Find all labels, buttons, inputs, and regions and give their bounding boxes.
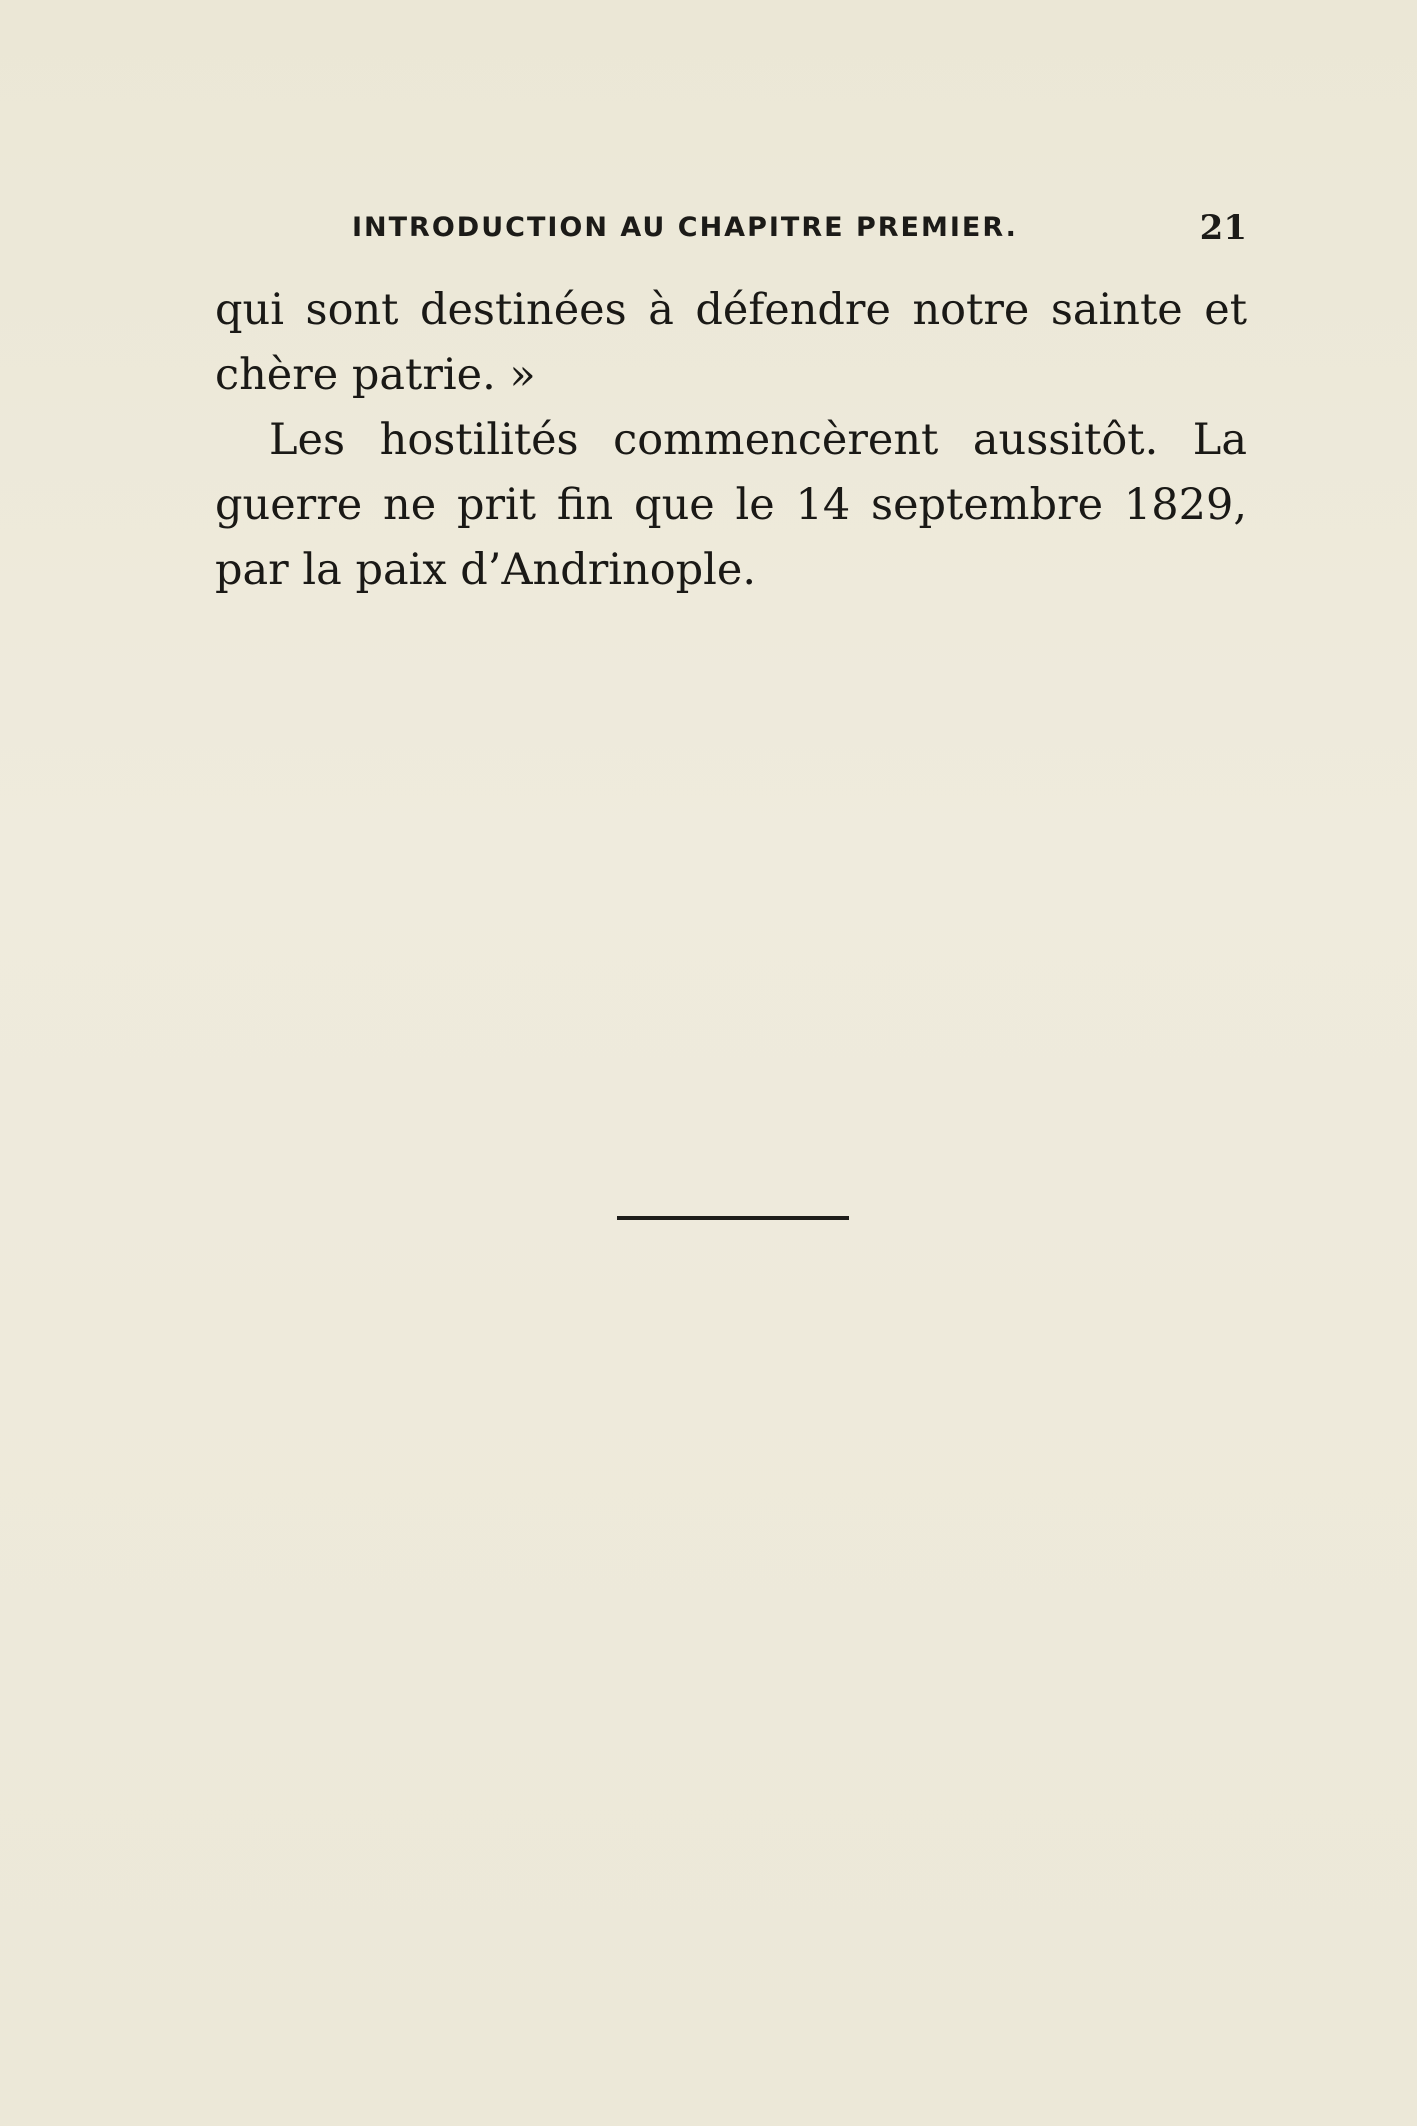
text-line: guerre ne prit fin que le 14 septembre 1829, (215, 480, 1247, 530)
body-text (215, 278, 1247, 603)
text-line: par la paix d’Andrinople. (215, 545, 757, 595)
section-divider-rule (617, 1216, 849, 1220)
running-title: INTRODUCTION AU CHAPITRE PREMIER. (352, 212, 1018, 243)
running-header (352, 208, 1247, 248)
text-line: qui sont destinées à défendre notre sainte et (215, 285, 1247, 335)
text-line: chère patrie. » (215, 350, 536, 400)
paragraph-start-line: Les hostilités commencèrent aussitôt. La (269, 415, 1247, 465)
page-number: 21 (1199, 208, 1247, 248)
